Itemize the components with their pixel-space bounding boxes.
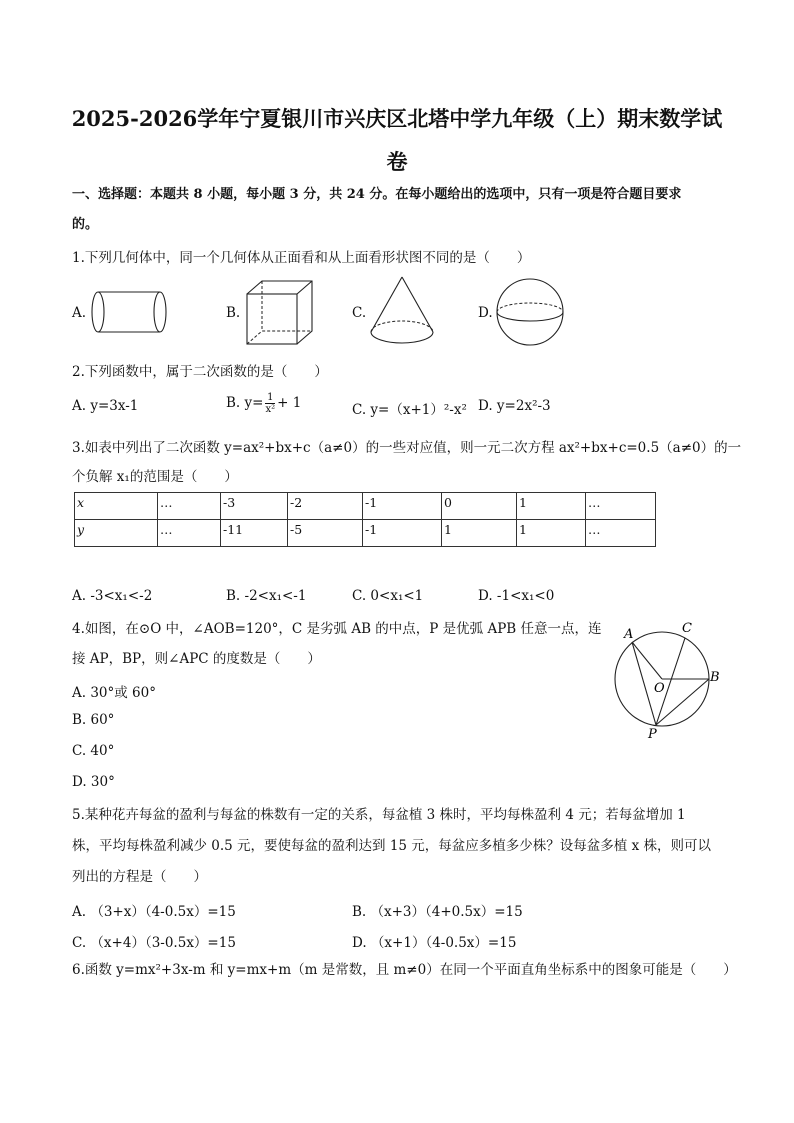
q1-option-d-label: D. [478,305,493,321]
point-o-label: O [654,681,665,696]
q3-option-d: D. -1<x₁<0 [478,588,555,604]
table-cell: -1 [363,493,442,520]
q2-option-a: A. y=3x-1 [72,398,139,414]
q3-option-a: A. -3<x₁<-2 [72,588,153,604]
cube-figure [246,280,318,346]
question-3-line2: 个负解 x₁的范围是（ ） [72,469,238,485]
question-2-stem: 2.下列函数中，属于二次函数的是（ ） [72,364,328,380]
table-cell: 0 [442,493,517,520]
q1-option-c-label: C. [352,305,367,321]
point-b-label: B [710,670,720,685]
question-6-stem: 6.函数 y=mx²+3x-m 和 y=mx+m（m 是常数，且 m≠0）在同一个平面直角坐标系中的图象可能是（ ） [72,962,737,978]
question-5-line1: 5.某种花卉每盆的盈利与每盆的株数有一定的关系，每盆植 3 株时，平均每株盈利 4 元；若每盆增加 1 [72,807,686,823]
q2-fraction-denominator: x² [265,404,276,415]
section-header-line1: 一、选择题：本题共 8 小题，每小题 3 分，共 24 分。在每小题给出的选项中，只有一项是符合题目要求 [72,187,682,202]
q2-option-c: C. y=（x+1）²-x² [352,402,467,418]
question-1-stem: 1.下列几何体中，同一个几何体从正面看和从上面看形状图不同的是（ ） [72,250,531,266]
table-cell: -2 [288,493,363,520]
table-cell: 1 [517,520,586,547]
q4-option-c: C. 40° [72,743,115,759]
question-3-line1: 3.如表中列出了二次函数 y=ax²+bx+c（a≠0）的一些对应值，则一元二次方程 ax²+bx+c=0.5（a≠0）的一 [72,440,742,456]
sphere-figure [496,278,566,348]
q3-option-b: B. -2<x₁<-1 [226,588,307,604]
q2-option-b-prefix: B. y= [226,395,264,411]
question-4-line2: 接 AP，BP，则∠APC 的度数是（ ） [72,651,321,667]
table-cell: … [586,493,656,520]
circle-geometry-figure [606,618,726,744]
q5-option-d: D. （x+1）（4-0.5x）=15 [352,935,517,951]
q2-option-b-suffix: + 1 [277,395,302,411]
q2-option-b-fraction [265,392,275,415]
q1-option-b-label: B. [226,305,241,321]
q2-fraction-numerator: 1 [267,392,274,403]
point-a-label: A [624,627,634,642]
question-4-line1: 4.如图，在⊙O 中，∠AOB=120°，C 是劣弧 AB 的中点，P 是优弧 APB 任意一点，连 [72,621,602,637]
table-cell: -1 [363,520,442,547]
table-cell: -11 [221,520,288,547]
table-cell: 1 [517,493,586,520]
q4-option-d: D. 30° [72,774,115,790]
q2-option-d: D. y=2x²-3 [478,398,551,414]
point-p-label: P [648,727,657,742]
q5-option-b: B. （x+3）（4+0.5x）=15 [352,904,523,920]
q2-option-b [226,392,301,415]
table-cell: … [158,520,221,547]
question-5-line2: 株，平均每株盈利减少 0.5 元，要使每盆的盈利达到 15 元，每盆应多植多少株？设每盆多植 x 株，则可以 [72,838,712,854]
table-cell: -3 [221,493,288,520]
table-row [75,493,656,520]
q3-option-c: C. 0<x₁<1 [352,588,424,604]
cone-figure [368,276,438,348]
point-c-label: C [682,621,692,636]
table-cell: 1 [442,520,517,547]
question-5-line3: 列出的方程是（ ） [72,869,207,885]
q1-option-a-label: A. [72,305,87,321]
cylinder-figure [90,290,170,338]
q5-option-c: C. （x+4）（3-0.5x）=15 [72,935,236,951]
table-cell: … [158,493,221,520]
section-header-line2: 的。 [72,217,99,232]
table-cell: x [75,493,158,520]
q5-option-a: A. （3+x）（4-0.5x）=15 [72,904,236,920]
q3-value-table [74,492,656,547]
table-cell: y [75,520,158,547]
q4-option-a: A. 30°或 60° [72,685,156,701]
table-cell: -5 [288,520,363,547]
table-cell: … [586,520,656,547]
q4-option-b: B. 60° [72,712,115,728]
exam-title-line1: 2025-2026学年宁夏银川市兴庆区北塔中学九年级（上）期末数学试 [71,106,723,131]
exam-title-line2: 卷 [386,149,408,174]
table-row [75,520,656,547]
